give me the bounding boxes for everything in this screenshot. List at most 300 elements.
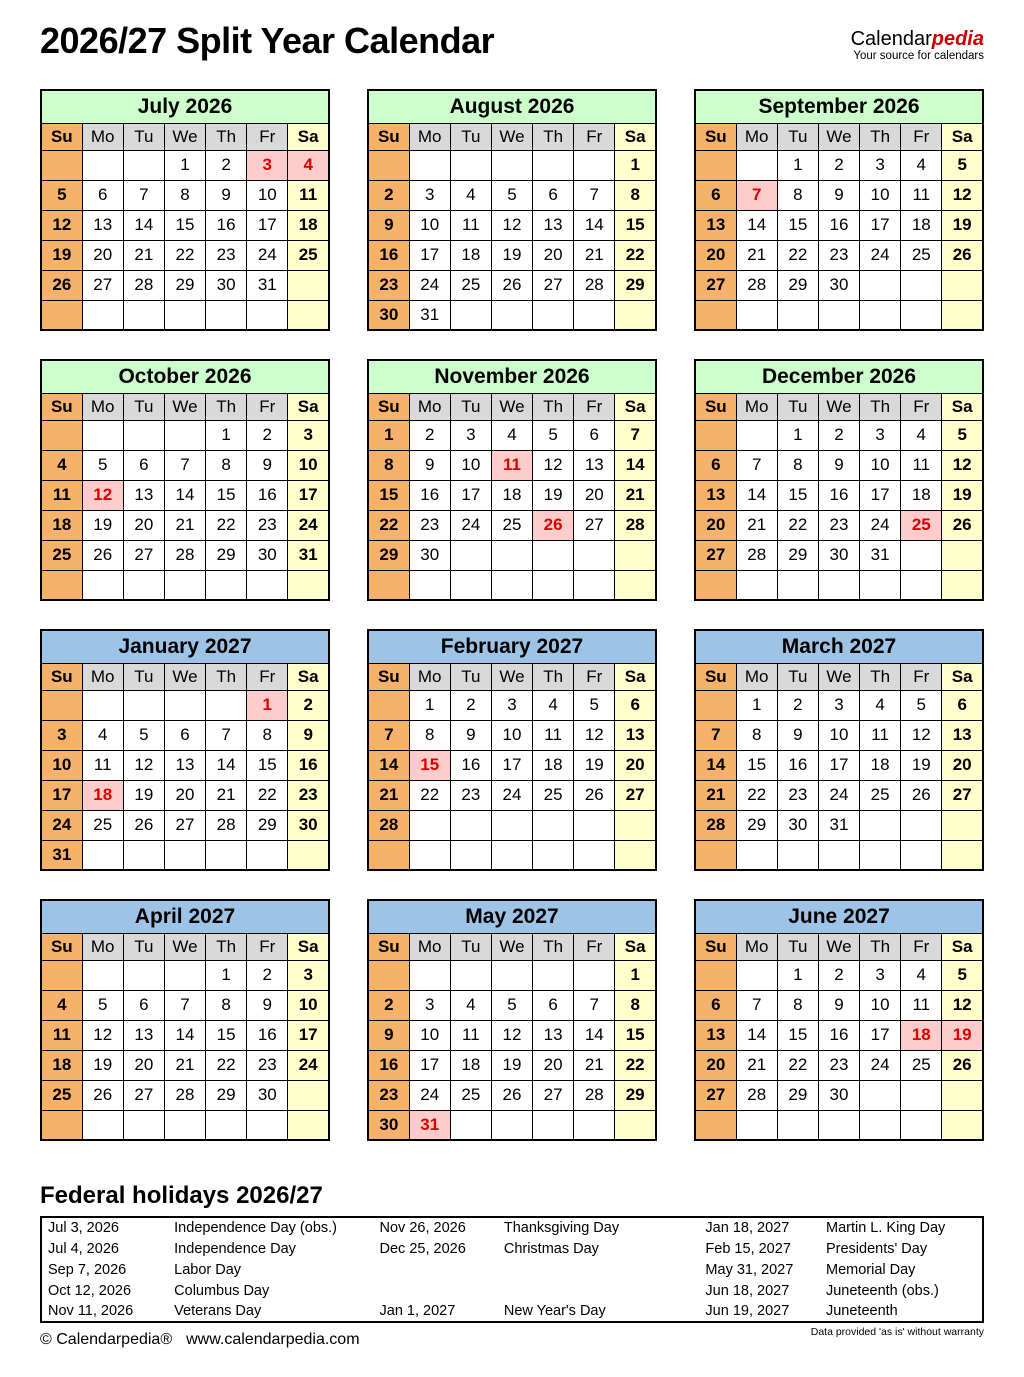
day-cell: 2	[818, 150, 859, 180]
day-cell: 4	[533, 690, 574, 720]
day-cell: 7	[695, 720, 736, 750]
day-cell: 9	[368, 1020, 409, 1050]
weekday-label: Fr	[247, 933, 288, 960]
month-june-2027	[694, 899, 984, 1141]
day-cell: 16	[409, 480, 450, 510]
weekday-label: We	[818, 123, 859, 150]
day-cell: 9	[818, 990, 859, 1020]
holiday-name: Memorial Day	[825, 1261, 916, 1278]
weekday-label: Mo	[82, 393, 123, 420]
week-row	[41, 1050, 329, 1080]
day-cell	[164, 570, 205, 600]
day-cell: 19	[82, 1050, 123, 1080]
day-cell: 6	[695, 180, 736, 210]
day-cell: 30	[288, 810, 329, 840]
day-cell: 5	[901, 690, 942, 720]
day-cell	[206, 300, 247, 330]
day-cell	[123, 1110, 164, 1140]
weekday-label: Tu	[450, 123, 491, 150]
day-cell: 23	[450, 780, 491, 810]
month-title: March 2027	[695, 630, 983, 663]
day-cell	[942, 1110, 983, 1140]
day-cell: 24	[409, 270, 450, 300]
day-cell	[860, 810, 901, 840]
holiday-name: Labor Day	[174, 1261, 242, 1278]
day-cell: 9	[777, 720, 818, 750]
week-row	[695, 180, 983, 210]
day-cell: 1	[777, 150, 818, 180]
day-cell	[533, 1110, 574, 1140]
day-cell	[206, 1110, 247, 1140]
day-cell: 19	[942, 210, 983, 240]
day-cell	[695, 420, 736, 450]
weekday-label: Tu	[123, 933, 164, 960]
day-cell	[615, 810, 656, 840]
weekday-row	[368, 123, 656, 150]
day-cell: 2	[818, 420, 859, 450]
day-cell: 4	[288, 150, 329, 180]
day-cell: 10	[491, 720, 532, 750]
week-row	[695, 780, 983, 810]
day-cell: 3	[450, 420, 491, 450]
day-cell: 26	[41, 270, 82, 300]
day-cell	[450, 1110, 491, 1140]
day-cell: 15	[736, 750, 777, 780]
weekday-label: Tu	[123, 123, 164, 150]
day-cell: 30	[206, 270, 247, 300]
month-body-june-2027	[695, 900, 983, 1140]
day-cell: 25	[901, 240, 942, 270]
month-header-row	[695, 360, 983, 393]
day-cell: 5	[41, 180, 82, 210]
day-cell: 29	[247, 810, 288, 840]
day-cell: 12	[123, 750, 164, 780]
day-cell: 9	[247, 990, 288, 1020]
week-row	[41, 270, 329, 300]
day-cell: 9	[818, 180, 859, 210]
holiday-date: Jan 1, 2027	[379, 1303, 456, 1319]
day-cell: 23	[777, 780, 818, 810]
day-cell	[288, 570, 329, 600]
weekday-label: Th	[533, 663, 574, 690]
day-cell: 9	[247, 450, 288, 480]
week-row	[368, 300, 656, 330]
week-row	[695, 510, 983, 540]
day-cell: 31	[288, 540, 329, 570]
weekday-label: Th	[206, 123, 247, 150]
day-cell	[82, 300, 123, 330]
weekday-label: Mo	[409, 393, 450, 420]
day-cell	[818, 840, 859, 870]
logo-tagline: Your source for calendars	[853, 50, 984, 62]
week-row	[41, 810, 329, 840]
day-cell: 24	[860, 1050, 901, 1080]
weekday-row	[41, 933, 329, 960]
weekday-label: Su	[41, 393, 82, 420]
day-cell	[450, 960, 491, 990]
day-cell: 2	[206, 150, 247, 180]
month-august-2026	[367, 89, 657, 331]
day-cell: 1	[368, 420, 409, 450]
week-row	[41, 1110, 329, 1140]
weekday-label: Su	[695, 933, 736, 960]
day-cell	[901, 300, 942, 330]
day-cell: 6	[533, 990, 574, 1020]
weekday-label: Tu	[450, 933, 491, 960]
day-cell	[450, 840, 491, 870]
day-cell: 14	[574, 210, 615, 240]
day-cell: 27	[695, 1080, 736, 1110]
day-cell: 10	[41, 750, 82, 780]
day-cell: 13	[533, 1020, 574, 1050]
weekday-label: Th	[206, 393, 247, 420]
week-row	[41, 240, 329, 270]
month-september-2026	[694, 89, 984, 331]
day-cell	[82, 840, 123, 870]
day-cell	[164, 960, 205, 990]
day-cell	[491, 840, 532, 870]
day-cell	[533, 540, 574, 570]
day-cell: 31	[409, 1110, 450, 1140]
day-cell: 29	[777, 540, 818, 570]
day-cell	[368, 150, 409, 180]
week-row	[695, 420, 983, 450]
day-cell: 14	[574, 1020, 615, 1050]
month-header-row	[41, 630, 329, 663]
day-cell: 17	[860, 480, 901, 510]
day-cell: 22	[164, 240, 205, 270]
week-row	[368, 420, 656, 450]
day-cell: 22	[409, 780, 450, 810]
day-cell: 12	[574, 720, 615, 750]
day-cell	[123, 420, 164, 450]
weekday-label: Mo	[409, 933, 450, 960]
month-header-row	[368, 630, 656, 663]
holiday-name: Martin L. King Day	[825, 1220, 946, 1236]
day-cell	[288, 270, 329, 300]
day-cell	[82, 570, 123, 600]
weekday-row	[695, 663, 983, 690]
weekday-label: Tu	[777, 933, 818, 960]
day-cell: 27	[695, 270, 736, 300]
day-cell: 16	[368, 240, 409, 270]
day-cell	[942, 840, 983, 870]
day-cell	[574, 150, 615, 180]
day-cell: 2	[247, 420, 288, 450]
week-row	[41, 300, 329, 330]
day-cell: 16	[247, 480, 288, 510]
day-cell: 11	[491, 450, 532, 480]
day-cell: 15	[247, 750, 288, 780]
weekday-label: Fr	[901, 933, 942, 960]
week-row	[695, 1050, 983, 1080]
day-cell: 4	[450, 180, 491, 210]
weekday-label: We	[491, 123, 532, 150]
day-cell: 16	[450, 750, 491, 780]
day-cell: 25	[901, 510, 942, 540]
day-cell: 14	[164, 480, 205, 510]
day-cell	[615, 540, 656, 570]
day-cell: 11	[450, 1020, 491, 1050]
day-cell: 4	[491, 420, 532, 450]
week-row	[695, 570, 983, 600]
weekday-label: Sa	[615, 393, 656, 420]
day-cell: 24	[491, 780, 532, 810]
day-cell	[450, 810, 491, 840]
day-cell: 10	[409, 210, 450, 240]
month-body-april-2027	[41, 900, 329, 1140]
week-row	[368, 1110, 656, 1140]
footer-copyright	[40, 1331, 360, 1349]
day-cell: 16	[818, 1020, 859, 1050]
holiday-row	[41, 1238, 983, 1259]
day-cell: 23	[368, 1080, 409, 1110]
weekday-label: Su	[695, 393, 736, 420]
day-cell	[901, 840, 942, 870]
day-cell: 29	[736, 810, 777, 840]
day-cell: 9	[288, 720, 329, 750]
day-cell: 7	[574, 990, 615, 1020]
day-cell: 11	[901, 450, 942, 480]
day-cell	[164, 300, 205, 330]
day-cell: 26	[82, 1080, 123, 1110]
day-cell: 8	[736, 720, 777, 750]
weekday-label: Th	[533, 933, 574, 960]
month-header-row	[695, 630, 983, 663]
day-cell	[491, 570, 532, 600]
week-row	[41, 540, 329, 570]
day-cell	[901, 540, 942, 570]
day-cell: 22	[777, 1050, 818, 1080]
day-cell	[247, 570, 288, 600]
day-cell: 18	[860, 750, 901, 780]
week-row	[368, 180, 656, 210]
weekday-label: Sa	[288, 933, 329, 960]
week-row	[368, 780, 656, 810]
week-row	[368, 540, 656, 570]
day-cell: 24	[288, 510, 329, 540]
day-cell: 15	[206, 480, 247, 510]
day-cell: 17	[41, 780, 82, 810]
day-cell	[777, 570, 818, 600]
day-cell: 23	[288, 780, 329, 810]
website-link[interactable]: www.calendarpedia.com	[186, 1331, 360, 1348]
holiday-name: Independence Day	[174, 1240, 296, 1257]
weekday-label: Fr	[574, 663, 615, 690]
day-cell: 24	[818, 780, 859, 810]
day-cell: 16	[818, 480, 859, 510]
day-cell: 16	[368, 1050, 409, 1080]
day-cell	[818, 570, 859, 600]
day-cell	[123, 840, 164, 870]
day-cell: 4	[450, 990, 491, 1020]
holiday-name	[498, 1280, 700, 1301]
weekday-label: Mo	[736, 663, 777, 690]
day-cell: 17	[860, 1020, 901, 1050]
month-body-december-2026	[695, 360, 983, 600]
week-row	[368, 480, 656, 510]
day-cell	[247, 840, 288, 870]
holiday-date	[374, 1280, 498, 1301]
day-cell: 16	[288, 750, 329, 780]
day-cell: 5	[574, 690, 615, 720]
day-cell	[491, 540, 532, 570]
day-cell: 23	[247, 1050, 288, 1080]
week-row	[368, 690, 656, 720]
holiday-date: Nov 11, 2026	[48, 1303, 134, 1319]
day-cell: 29	[777, 1080, 818, 1110]
day-cell	[409, 150, 450, 180]
day-cell: 4	[901, 960, 942, 990]
day-cell	[736, 1110, 777, 1140]
day-cell	[368, 570, 409, 600]
weekday-label: We	[164, 123, 205, 150]
day-cell: 30	[409, 540, 450, 570]
day-cell: 28	[574, 270, 615, 300]
week-row	[41, 990, 329, 1020]
day-cell: 28	[574, 1080, 615, 1110]
day-cell: 22	[615, 240, 656, 270]
day-cell: 13	[695, 1020, 736, 1050]
day-cell: 18	[450, 1050, 491, 1080]
month-body-october-2026	[41, 360, 329, 600]
day-cell: 3	[288, 420, 329, 450]
holiday-name: New Year's Day	[503, 1303, 606, 1319]
weekday-label: Mo	[736, 933, 777, 960]
month-header-row	[41, 90, 329, 123]
week-row	[695, 990, 983, 1020]
day-cell	[860, 1080, 901, 1110]
weekday-row	[368, 393, 656, 420]
day-cell: 10	[409, 1020, 450, 1050]
day-cell: 3	[247, 150, 288, 180]
day-cell	[206, 840, 247, 870]
day-cell: 13	[123, 480, 164, 510]
day-cell: 21	[736, 240, 777, 270]
week-row	[695, 1110, 983, 1140]
week-row	[695, 540, 983, 570]
day-cell: 31	[818, 810, 859, 840]
holiday-name: Christmas Day	[503, 1240, 599, 1257]
month-body-july-2026	[41, 90, 329, 330]
weekday-label: Mo	[82, 123, 123, 150]
weekday-label: Th	[533, 393, 574, 420]
copyright-text: © Calendarpedia®	[40, 1331, 173, 1348]
week-row	[368, 210, 656, 240]
day-cell: 8	[777, 180, 818, 210]
day-cell: 31	[247, 270, 288, 300]
month-november-2026	[367, 359, 657, 601]
month-body-august-2026	[368, 90, 656, 330]
day-cell: 30	[368, 1110, 409, 1140]
weekday-label: Sa	[615, 663, 656, 690]
day-cell	[901, 810, 942, 840]
day-cell: 14	[736, 1020, 777, 1050]
day-cell: 24	[41, 810, 82, 840]
day-cell: 11	[901, 180, 942, 210]
weekday-label: Fr	[901, 123, 942, 150]
day-cell: 6	[695, 990, 736, 1020]
day-cell: 7	[164, 990, 205, 1020]
month-february-2027	[367, 629, 657, 871]
day-cell	[450, 150, 491, 180]
day-cell	[860, 300, 901, 330]
day-cell	[247, 1110, 288, 1140]
weekday-label: Tu	[450, 393, 491, 420]
month-header-row	[368, 900, 656, 933]
day-cell	[533, 150, 574, 180]
day-cell: 5	[491, 180, 532, 210]
weekday-label: Su	[368, 393, 409, 420]
day-cell: 1	[777, 420, 818, 450]
day-cell: 14	[695, 750, 736, 780]
weekday-label: Su	[41, 663, 82, 690]
day-cell	[901, 1110, 942, 1140]
day-cell	[777, 840, 818, 870]
month-title: August 2026	[368, 90, 656, 123]
day-cell	[82, 420, 123, 450]
day-cell: 23	[818, 510, 859, 540]
month-header-row	[41, 900, 329, 933]
day-cell: 19	[41, 240, 82, 270]
day-cell: 21	[368, 780, 409, 810]
month-body-march-2027	[695, 630, 983, 870]
day-cell: 19	[533, 480, 574, 510]
day-cell: 23	[247, 510, 288, 540]
day-cell: 11	[901, 990, 942, 1020]
day-cell: 1	[247, 690, 288, 720]
day-cell: 20	[123, 510, 164, 540]
weekday-label: We	[491, 663, 532, 690]
weekday-label: Fr	[247, 393, 288, 420]
day-cell: 15	[615, 1020, 656, 1050]
day-cell: 6	[695, 450, 736, 480]
weekday-row	[368, 663, 656, 690]
day-cell: 12	[82, 480, 123, 510]
day-cell: 4	[901, 420, 942, 450]
day-cell: 19	[491, 1050, 532, 1080]
holiday-name: Presidents' Day	[825, 1240, 928, 1257]
week-row	[41, 420, 329, 450]
weekday-label: Mo	[409, 123, 450, 150]
day-cell: 20	[533, 240, 574, 270]
day-cell	[164, 1110, 205, 1140]
day-cell	[574, 1110, 615, 1140]
weekday-row	[695, 393, 983, 420]
day-cell: 28	[164, 1080, 205, 1110]
day-cell: 25	[41, 1080, 82, 1110]
weekday-label: Mo	[82, 933, 123, 960]
day-cell: 17	[288, 1020, 329, 1050]
week-row	[41, 450, 329, 480]
day-cell: 18	[82, 780, 123, 810]
day-cell: 8	[777, 450, 818, 480]
day-cell	[409, 570, 450, 600]
day-cell: 17	[409, 1050, 450, 1080]
day-cell: 23	[206, 240, 247, 270]
day-cell	[942, 300, 983, 330]
day-cell: 13	[574, 450, 615, 480]
weekday-label: Th	[860, 123, 901, 150]
day-cell	[368, 960, 409, 990]
day-cell: 12	[491, 210, 532, 240]
day-cell: 21	[736, 1050, 777, 1080]
day-cell	[123, 150, 164, 180]
week-row	[695, 480, 983, 510]
day-cell: 4	[901, 150, 942, 180]
day-cell	[533, 570, 574, 600]
day-cell: 16	[247, 1020, 288, 1050]
